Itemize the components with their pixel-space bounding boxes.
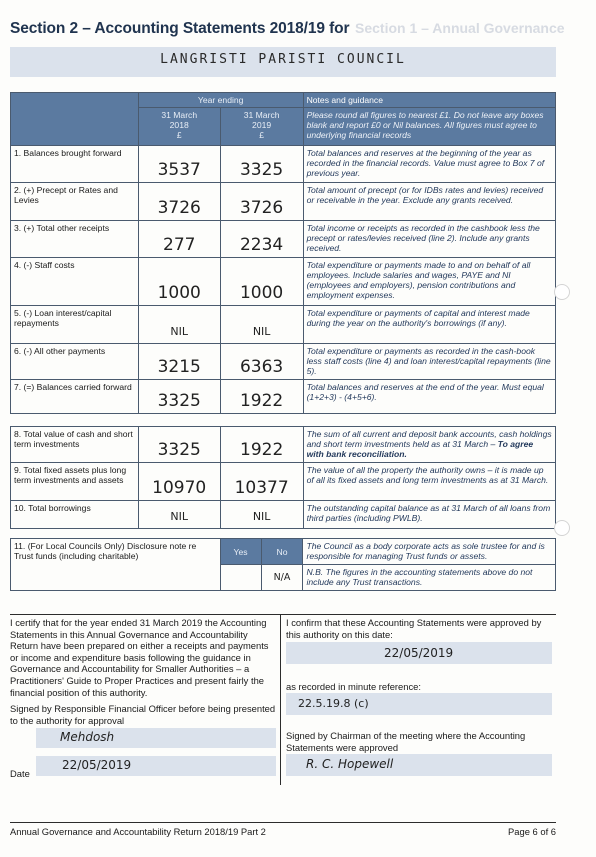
rfo-signed-label: Signed by Responsible Financial Officer before being presented to the authority for approval <box>10 703 276 726</box>
page-number: Page 6 of 6 <box>508 826 556 837</box>
row-note-emphasis: To agree with bank reconciliation. <box>306 439 534 459</box>
table-row <box>11 183 556 221</box>
notes-heading: Notes and guidance <box>303 93 555 108</box>
row-label: 6. (-) All other payments <box>11 344 139 380</box>
value-2018: NIL <box>138 306 220 344</box>
value-2018: 10970 <box>138 463 220 501</box>
value-2019: 3325 <box>220 146 303 183</box>
rfo-signature: Mehdosh <box>60 730 115 744</box>
row-label: 7. (=) Balances carried forward <box>11 380 139 414</box>
approval-date-value: 22/05/2019 <box>384 646 454 660</box>
value-2019: 1922 <box>220 380 303 414</box>
rfo-date-value: 22/05/2019 <box>62 758 132 772</box>
minute-reference-label: as recorded in minute reference: <box>286 681 421 692</box>
table-row <box>11 380 556 414</box>
table-row <box>11 221 556 258</box>
table-row <box>11 306 556 344</box>
approval-text: I confirm that these Accounting Statements were approved by this authority on this date: <box>286 617 542 640</box>
row-label: 2. (+) Precept or Rates and Levies <box>11 183 139 221</box>
table-row <box>11 427 556 463</box>
section-title: Section 2 – Accounting Statements 2018/19 for <box>10 20 350 37</box>
value-2019: 6363 <box>220 344 303 380</box>
table-row <box>11 501 556 529</box>
value-2018: 1000 <box>138 258 220 306</box>
trust-funds-table <box>10 538 556 591</box>
yes-heading: Yes <box>220 539 261 565</box>
yes-answer-cell <box>220 565 261 591</box>
council-name: LANGRISTI PARISTI COUNCIL <box>160 52 406 67</box>
value-2019: NIL <box>220 306 303 344</box>
value-2019: 10377 <box>220 463 303 501</box>
value-2018: 3325 <box>138 427 220 463</box>
row-note: N.B. The figures in the accounting statements above do not include any Trust transactions. <box>303 565 556 591</box>
row-note: Total expenditure or payments as recorded in the cash-book less staff costs (line 4) and loan interest/capital repayments (line 5). <box>303 344 555 380</box>
value-2018: 277 <box>138 221 220 258</box>
minute-reference-value: 22.5.19.8 (c) <box>298 697 369 710</box>
row-label: 1. Balances brought forward <box>11 146 139 183</box>
rfo-certification-text: I certify that for the year ended 31 March 2019 the Accounting Statements in this Annual Governance and Accountability Return have been prepared on either a receipts and payments or income and expenditure basis following the guidance in Governance and Accountability for Smaller Authorities – a Practitioners' Guide to Proper Practices and present fairly the financial position of this authority. <box>10 617 269 698</box>
value-2018: 3537 <box>138 146 220 183</box>
footer-title: Annual Governance and Accountability Return 2018/19 Part 2 <box>10 826 266 837</box>
no-heading: No <box>261 539 303 565</box>
accounting-statements-table <box>10 92 556 414</box>
year-ending-heading: Year ending <box>138 93 303 108</box>
row-note-text: The sum of all current and deposit bank accounts, cash holdings and short term investments held as at 31 March – <box>306 429 552 449</box>
value-2018: 3726 <box>138 183 220 221</box>
row-note: Total expenditure or payments of capital and interest made during the year on the authority's borrowings (if any). <box>303 306 555 344</box>
row-note: Total amount of precept (or for IDBs rates and levies) received or receivable in the year. Exclude any grants received. <box>303 183 555 221</box>
row-label: 10. Total borrowings <box>11 501 139 529</box>
value-2018: 3325 <box>138 380 220 414</box>
row-note: Total balances and reserves at the beginning of the year as recorded in the financial records. Value must agree to Box 7 of previous year. <box>303 146 555 183</box>
value-2019: 1000 <box>220 258 303 306</box>
row-note: Total expenditure or payments made to and on behalf of all employees. Include salaries and wages, PAYE and NI (employees and employers), pension contributions and employment expenses. <box>303 258 555 306</box>
value-2019: 1922 <box>220 427 303 463</box>
value-2018: NIL <box>138 501 220 529</box>
row-note <box>303 427 555 463</box>
row-label: 11. (For Local Councils Only) Disclosure note re Trust funds (including charitable) <box>11 539 221 591</box>
table-row <box>11 146 556 183</box>
table-row <box>11 463 556 501</box>
balance-sheet-table <box>10 426 556 529</box>
row-label: 3. (+) Total other receipts <box>11 221 139 258</box>
row-note: Total balances and reserves at the end of the year. Must equal (1+2+3) - (4+5+6). <box>303 380 555 414</box>
value-2019: 3726 <box>220 183 303 221</box>
footer-rule <box>10 822 556 823</box>
row-note: The Council as a body corporate acts as sole trustee for and is responsible for managing Trust funds or assets. <box>303 539 556 565</box>
row-label: 8. Total value of cash and short term investments <box>11 427 139 463</box>
row-note: Total income or receipts as recorded in the cashbook less the precept or rates/levies received (line 2). Include any grants received. <box>303 221 555 258</box>
value-2019: NIL <box>220 501 303 529</box>
row-note: The value of all the property the authority owns – it is made up of all its fixed assets and long term investments as at 31 March. <box>303 463 555 501</box>
column-2019: 31 March 2019 £ <box>220 108 303 146</box>
punch-hole <box>554 284 570 300</box>
table-corner <box>11 93 139 146</box>
chair-signature: R. C. Hopewell <box>306 757 394 771</box>
value-2018: 3215 <box>138 344 220 380</box>
no-answer-cell: N/A <box>261 565 303 591</box>
row-label: 5. (-) Loan interest/capital repayments <box>11 306 139 344</box>
chair-signed-label: Signed by Chairman of the meeting where the Accounting Statements were approved <box>286 730 526 753</box>
date-label: Date <box>10 768 30 779</box>
row-note: The outstanding capital balance as at 31 March of all loans from third parties (including PWLB). <box>303 501 555 529</box>
value-2019: 2234 <box>220 221 303 258</box>
bleed-through-heading: Section 1 – Annual Governance <box>355 20 565 36</box>
row-label: 9. Total fixed assets plus long term investments and assets <box>11 463 139 501</box>
punch-hole <box>554 520 570 536</box>
notes-intro: Please round all figures to nearest £1. Do not leave any boxes blank and report £0 or Nil balances. All figures must agree to underlying financial records <box>303 108 555 146</box>
row-label: 4. (-) Staff costs <box>11 258 139 306</box>
column-2018: 31 March 2018 £ <box>138 108 220 146</box>
table-row <box>11 258 556 306</box>
table-row <box>11 344 556 380</box>
